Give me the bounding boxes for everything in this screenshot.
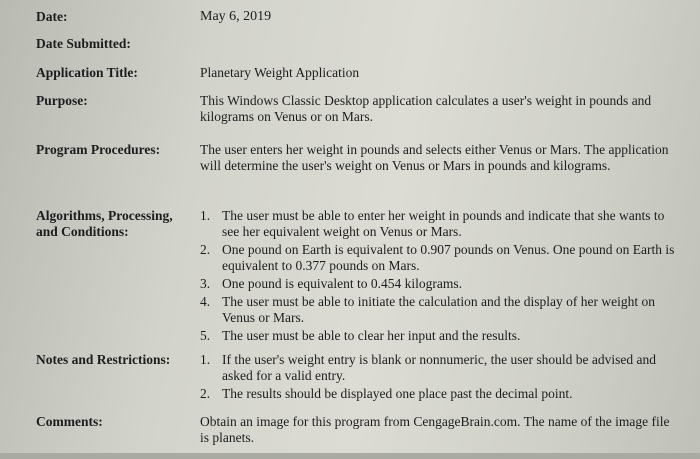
item-number: 3. — [200, 276, 211, 291]
list-item — [200, 208, 680, 240]
item-number: 2. — [200, 386, 211, 401]
algorithms-list-container — [200, 208, 680, 346]
list-item — [200, 242, 680, 274]
item-text: The results should be displayed one place past the decimal point. — [222, 386, 573, 401]
algorithms-list — [200, 208, 680, 344]
purpose-label: Purpose: — [36, 93, 88, 108]
item-number: 4. — [200, 294, 211, 309]
comments-label: Comments: — [36, 414, 103, 429]
notes-label: Notes and Restrictions: — [36, 352, 171, 367]
application-title-value: Planetary Weight Application — [200, 65, 360, 80]
application-title-label: Application Title: — [36, 65, 138, 80]
algorithms-label-line2: and Conditions: — [36, 224, 129, 239]
purpose-value: This Windows Classic Desktop application calculates a user's weight in pounds and kilograms on Venus or on Mars. — [200, 93, 652, 124]
algorithms-label — [36, 208, 173, 240]
page-edge — [0, 453, 700, 459]
item-number: 1. — [200, 208, 211, 223]
list-item — [200, 352, 680, 384]
item-text: The user must be able to initiate the calculation and the display of her weight on Venus or Mars. — [222, 294, 655, 325]
list-item — [200, 328, 680, 344]
notes-list — [200, 352, 680, 402]
date-submitted-label: Date Submitted: — [36, 36, 131, 51]
item-text: The user must be able to enter her weight in pounds and indicate that she wants to see her equivalent weight on Venus or Mars. — [222, 208, 665, 239]
program-procedures-value: The user enters her weight in pounds and selects either Venus or Mars. The application will determine the user's weight on Venus or Mars in pounds and kilograms. — [200, 142, 669, 173]
item-number: 5. — [200, 328, 211, 343]
list-item — [200, 294, 680, 326]
algorithms-label-line1: Algorithms, Processing, — [36, 208, 173, 223]
item-text: One pound on Earth is equivalent to 0.907 pounds on Venus. One pound on Earth is equivalent to 0.377 pounds on Mars. — [222, 242, 675, 273]
list-item — [200, 276, 680, 292]
comments-value: Obtain an image for this program from CengageBrain.com. The name of the image file is planets. — [200, 414, 670, 445]
notes-list-container — [200, 352, 680, 404]
list-item — [200, 386, 680, 402]
item-number: 1. — [200, 352, 211, 367]
date-label: Date: — [36, 9, 68, 24]
item-text: The user must be able to clear her input and the results. — [222, 328, 521, 343]
date-value: May 6, 2019 — [200, 9, 272, 24]
program-procedures-label: Program Procedures: — [36, 142, 161, 157]
item-text: If the user's weight entry is blank or nonnumeric, the user should be advised and asked for a valid entry. — [222, 352, 656, 383]
item-number: 2. — [200, 242, 211, 257]
item-text: One pound is equivalent to 0.454 kilograms. — [222, 276, 462, 291]
